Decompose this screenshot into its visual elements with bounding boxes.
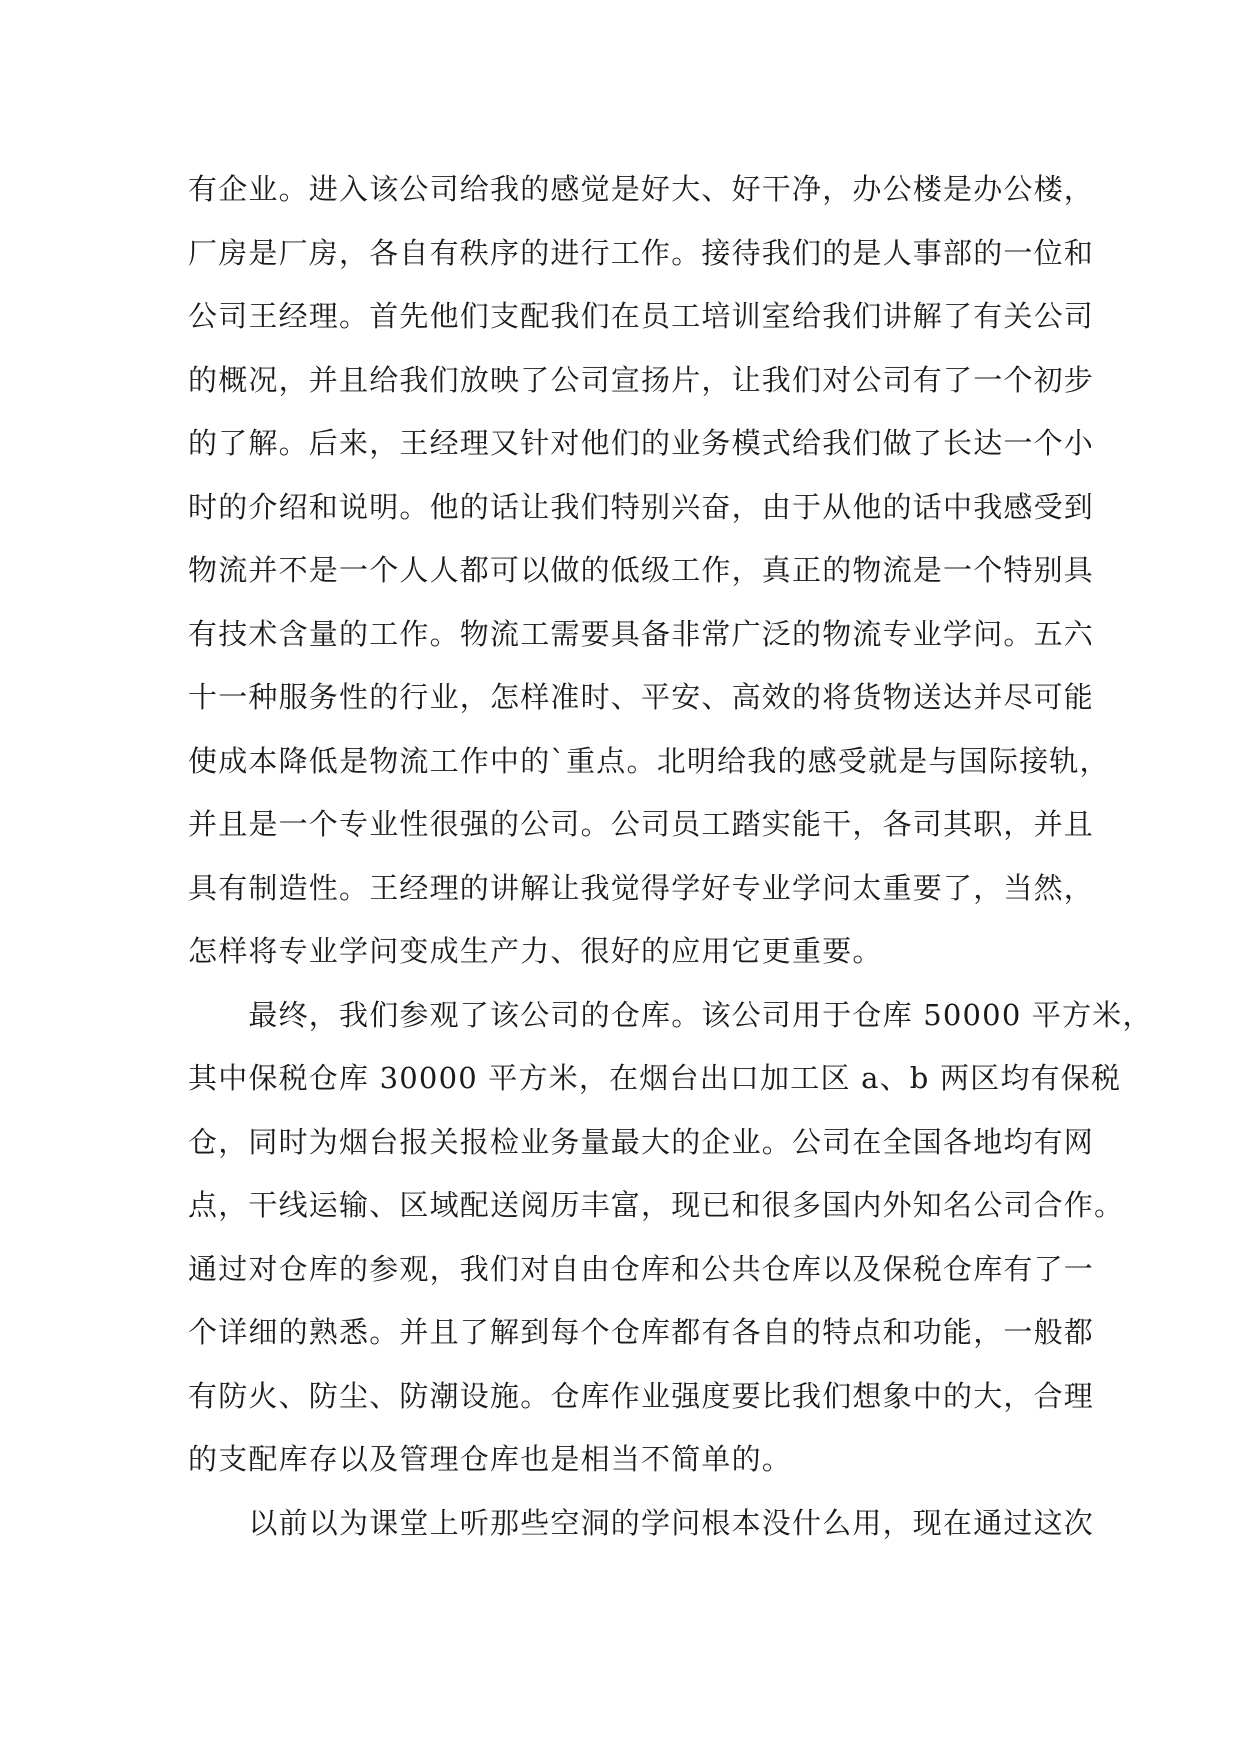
text-line: 点，干线运输、区域配送阅历丰富，现已和很多国内外知名公司合作。 [188,1188,1125,1222]
text-line: 以前以为课堂上听那些空洞的学问根本没什么用，现在通过这次 [188,1505,1095,1540]
body-text [188,158,1153,1555]
text-line: 厂房是厂房，各自有秩序的进行工作。接待我们的是人事部的一位和 [188,235,1095,270]
text-line: 通过对仓库的参观，我们对自由仓库和公共仓库以及保税仓库有了一 [188,1251,1095,1286]
text-line: 公司王经理。首先他们支配我们在员工培训室给我们讲解了有关公司 [188,299,1095,333]
text-line: 有防火、防尘、防潮设施。仓库作业强度要比我们想象中的大，合理 [188,1378,1095,1413]
text-line: 的了解。后来，王经理又针对他们的业务模式给我们做了长达一个小 [188,426,1095,460]
text-line: 具有制造性。王经理的讲解让我觉得学好专业学问太重要了，当然， [188,870,1095,905]
text-line: 最终，我们参观了该公司的仓库。该公司用于仓库 50000 平方米， [188,997,1153,1032]
text-line: 物流并不是一个人人都可以做的低级工作，真正的物流是一个特别具 [188,553,1095,587]
text-line: 其中保税仓库 30000 平方米，在烟台出口加工区 a、b 两区均有保税 [188,1061,1122,1095]
text-line: 时的介绍和说明。他的话让我们特别兴奋，由于从他的话中我感受到 [188,489,1095,524]
text-line: 十一种服务性的行业，怎样准时、平安、高效的将货物送达并尽可能 [188,680,1095,714]
text-line: 使成本降低是物流工作中的`重点。北明给我的感受就是与国际接轨， [188,743,1110,778]
text-line: 的概况，并且给我们放映了公司宣扬片，让我们对公司有了一个初步 [188,362,1095,397]
text-line: 仓，同时为烟台报关报检业务量最大的企业。公司在全国各地均有网 [188,1124,1095,1159]
text-line: 并且是一个专业性很强的公司。公司员工踏实能干，各司其职，并且 [188,807,1095,841]
text-line: 怎样将专业学问变成生产力、很好的应用它更重要。 [188,934,883,968]
text-line: 的支配库存以及管理仓库也是相当不简单的。 [188,1442,793,1476]
text-line: 个详细的熟悉。并且了解到每个仓库都有各自的特点和功能，一般都 [188,1315,1095,1349]
text-line: 有企业。进入该公司给我的感觉是好大、好干净，办公楼是办公楼， [188,172,1095,206]
text-line: 有技术含量的工作。物流工需要具备非常广泛的物流专业学问。五六 [188,616,1095,651]
